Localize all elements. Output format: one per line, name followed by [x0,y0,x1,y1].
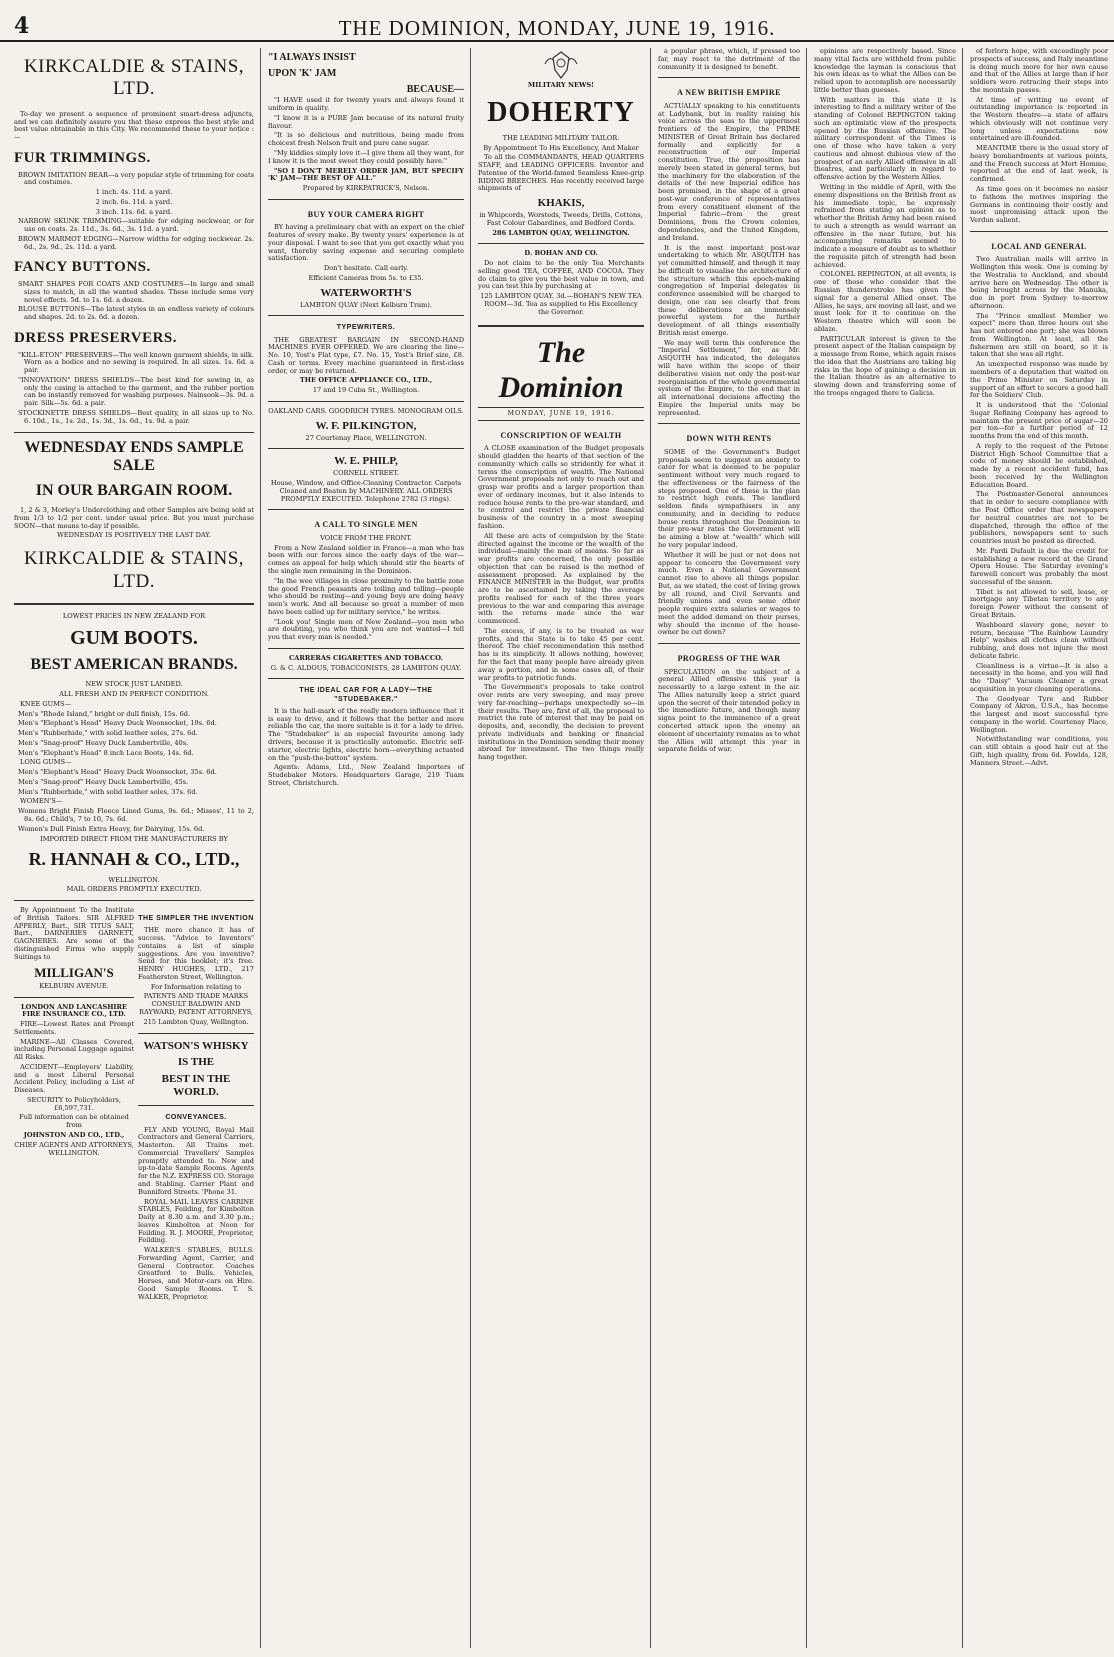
news-item: An unexpected response was made by members of a deputation that waited on the Prime Minister on Saturday in support of an effort to secure a good hall for the Soldiers' Club. [970,360,1108,400]
jam-testimonial: "I know it is a PURE Jam because of its natural fruity flavour. [268,113,464,130]
jam-tagline: "SO I DON'T MERELY ORDER JAM, BUT SPECIFY 'K' JAM—THE BEST OF ALL." [268,166,464,183]
aldous-tobacconists: G. & C. ALDOUS, TOBACCONISTS, 28 LAMBTON QUAY. [270,663,462,672]
doherty-subtitle: THE LEADING MILITARY TAILOR. [502,133,620,142]
editorial-date: MONDAY, JUNE 19, 1916. [478,407,644,421]
voice-from-front: VOICE FROM THE FRONT. [320,533,412,542]
news-item: The Postmaster-General announces that in order to secure compliance with the Post Office order that newspapers for neutral countries are not to be dispatched, through the office of the publishers, newspapers sent to such countries must be posted as directed. [970,490,1108,546]
list-item: Men's "Snag-proof" Heavy Duck Lambertville, 45s. [18,777,189,786]
typewriters-heading: TYPEWRITERS. [336,324,396,332]
waterworth-brand: WATERWORTH'S [320,286,412,299]
list-item: KNEE GUMS— [20,699,72,708]
pilkington-name: W. F. PILKINGTON, [315,419,417,432]
list-item: Men's "Rubberhide," with solid leather soles, 27s. 6d. [18,729,198,738]
column-rule [260,48,261,1648]
fancy-buttons-heading: FANCY BUTTONS. [14,259,151,276]
list-item: BROWN IMITATION BEAR—a very popular style of trimming for coats and costumes. [18,170,254,187]
office-appliance-address: 17 and 19 Cuba St., Wellington. [312,386,420,395]
news-item: Tibet is not allowed to sell, lease, or mortgage any Tibetan territory to any foreign Power without the consent of Great Britain. [970,587,1108,619]
news-item: Two Australian mails will arrive in Wellington this week. One is coming by the Westralia to Auckland, and should arrive here on Wednesday. The other is being brought across by the Manuka, due in port from Sydney to-morrow afternoon. [970,255,1108,310]
list-item: CHIEF AGENTS AND ATTORNEYS, WELLINGTON. [14,1140,134,1157]
list-item: SMART SHAPES FOR COATS AND COSTUMES—In large and small sizes to match, in all the wanted shades. These include some very novel effects. 5d. to 1s. 6d. a dozen. [18,280,254,304]
article-paragraph: We may well term this conference the "Imperial Settlement," for, as Mr. ASQUITH has indicated, the delegates will have within the scope of their deliberative vision not only the post-war reorganisation of the whole governmental system of the Empire, to the end that in all international decisions affecting the Empire the Imperial units may be represented. [658,338,800,417]
progress-of-war-heading: PROGRESS OF THE WAR [677,654,781,664]
jam-headline-3: BECAUSE— [406,83,464,95]
news-item: The Goodyear Tyre and Rubber Company of Akron, U.S.A., has become the largest and most successful tyre company in the world. Courtenay Place, Wellington. [970,694,1108,734]
list-item: 1 inch. 4s. 11d. a yard. [95,188,173,197]
carreras-brand: CARRERAS CIGARETTES AND TOBACCO. [289,653,443,662]
crest-icon [539,50,583,80]
list-item: Full information can be obtained from [19,1113,129,1130]
list-item: Men's "Elephant's Head" 8 inch Lace Boots, 14s. 6d. [18,748,194,757]
philp-address: CORNELL STREET. [333,469,399,478]
ideal-car-agents: Agents: Adams, Ltd., New Zealand Importers of Studebaker Motors. Headquarters Garage, 219 Tuam Street, Christchurch. [268,763,464,787]
patents-text: PATENTS AND TRADE MARKS CONSULT BALDWIN AND RAYWARD, PATENT ATTORNEYS, [139,992,253,1016]
list-item: "INNOVATION" DRESS SHIELDS—The best kind for sewing in, as only the casing is attached to the garment, and the rubber portion can be instantly removed for washing purposes. Nainsook—3s. 9d. a pair. Silk—5s. 6d. a pair. [18,375,254,408]
list-item: WOMEN'S— [20,797,63,806]
oakland-cars: OAKLAND CARS. GOODRICH TYRES. MONOGRAM OILS. [268,406,464,415]
doherty-address: 286 LAMBTON QUAY, WELLINGTON. [492,228,630,237]
pilkington-address: 27 Courtenay Place, WELLINGTON. [305,433,427,442]
camera-call-early: Don't hesitate. Call early. [323,264,409,273]
conscription-heading: CONSCRIPTION OF WEALTH [500,430,622,440]
article-paragraph: "In the wee villages in close proximity to the battle zone the good French peasants are toiling and tolling—people who should be resting—and young boys are doing heavy men's work. And all because so great a number of men have been called up for military service," he writes. [268,576,464,616]
bohan-address: 125 LAMBTON QUAY. 3d.—BOHAN'S NEW TEA ROOM—3d. Tea as supplied to His Excellency the Governor. [480,292,642,316]
hannah-mail-orders: MAIL ORDERS PROMPTLY EXECUTED. [66,885,202,894]
news-item: Notwithstanding war conditions, you can still obtain a good hair cut at the Gift, high quality, from 6d. Fowlds, 128, Manners Street.—Advt. [970,735,1108,767]
bargain-room-heading: IN OUR BARGAIN ROOM. [35,482,233,500]
simpler-invention-heading: THE SIMPLER THE INVENTION [138,915,254,923]
column-rule [470,48,471,1648]
list-item: 2 inch. 6s. 11d. a yard. [95,197,173,206]
sale-last-day: WEDNESDAY IS POSITIVELY THE LAST DAY. [57,531,211,540]
gum-boots-list [14,701,254,834]
conveyances-heading: CONVEYANCES. [165,1114,227,1122]
article-paragraph: COLONEL REPINGTON, at all events, is one of those who consider that the Russian thunderstroke has given the signal for a general Allied onset. The Allies, he says, are moving all last, and we must look for it to continue on the Western theatre which will soon be ablaze. [814,270,956,333]
article-paragraph: "Look you! Single men of New Zealand—you men who are doubting, you who think you are not wanted—I tell you that every man is needed." [268,617,464,642]
list-item: FIRE—Lowest Rates and Prompt Settlements. [14,1020,134,1036]
hannah-city: WELLINGTON. [108,875,160,884]
article-paragraph: With matters in this state it is interesting to find a military writer of the standing of Colonel REPINGTON taking such an optimistic view of the prospects opened by the Russian offensive. The military correspondent of the Times is one of those who have taken a very cautious and almost dubious view of the prospect of an early Allied offensive in all theatres, and particularly in regard to offensive action by the Western Allies. [814,95,956,182]
article-paragraph: Writing in the middle of April, with the enemy dispositions on the British front as his immediate topic, he expressly refrained from stating an opinion as to whether the British Army had been raised to such a strength as would warrant an offensive in the near future, but his accompanying remarks seemed to indicate a measure of doubt as to whether the requisite pitch of strength had been achieved. [814,183,956,269]
article-paragraph: ACTUALLY speaking to his constituents at Ladybank, but in reality raising his voice across the seas to the uppermost frontiers of the Empire, the PRIME MINISTER of Great Britain has declared formally and explicitly for a reconstruction of our Imperial constitution. True, the proposition has merely been stated in general terms, but the machinery for the elaboration of the details of the new Imperial edifice has been promised, in the shape of a great post-war conference of representatives from every constituent element of the Imperial fabric—from the great Dominions, from the Crown colonies, dependencies, and the United Kingdom, and Ireland. [658,101,800,242]
article-paragraph: The Government's proposals to take control over rents are very sweeping, and may prove very far-reaching—perhaps unexpectedly so—in their results. They are, first of all, the proposal to restrict the rate of interest that may be paid on deposits, and, secondly, the decision to prevent private individuals and banking or financial institutions in the Dominion sending their money abroad for investment. The two things really hang together. [478,683,644,762]
gum-lowest-prices: LOWEST PRICES IN NEW ZEALAND FOR [62,612,206,621]
jam-headline-2: UPON 'K' JAM [268,67,337,79]
milligan-address: KELBURN AVENUE. [39,981,109,990]
news-item: Mr. Pardi Dufault is due the credit for establishing a new record at the Grand Opera House. The Saturday evening's farewell concert was probably the most successful of the season. [970,546,1108,586]
office-appliance-brand: THE OFFICE APPLIANCE CO., LTD., [299,376,433,385]
column-editorial [472,48,650,1648]
list-item: Men's "Snag-proof" Heavy Duck Lambertville, 40s. [18,738,189,747]
list-item: Women's Dull Finish Extra Heavy, for Dairying, 15s. 6d. [18,824,205,833]
list-item: MARINE—All Classes Covered, including Personal Luggage against All Risks. [14,1037,134,1062]
article-paragraph: The excess, if any, is to be treated as war profits, and the State is to take 45 per cent. thereof. The chief recommendation this method has is its simplicity. It allows nothing, however, for the fact that many people have already given away a portion, and in some cases all, of their war profits to patriotic funds. [478,626,644,682]
american-brands-heading: BEST AMERICAN BRANDS. [30,656,238,674]
article-paragraph: All these are acts of compulsion by the State directed against the income or the wealth of the individual—mainly the man of means. So far as war profits are concerned, the only possible objection that can be raised is the method of assessment proposed. As explained by the FINANCE MINISTER in the Budget, war profits are to be ascertained by taking the average profits realised for each of the three years previous to the war and comparing this average with the returns made since the war commenced. [478,531,644,626]
milligan-appointment: By Appointment To the Institute of British Tailors. SIR ALFRED APPERLY, Bart., SIR TITUS SALT, Bart., DARNERIES GARNETT, GAGNIERES. Are some of the distinguished Firms who supply Suitings to [14,906,134,961]
dress-preservers-heading: DRESS PRESERVERS. [14,329,178,346]
philp-text: House, Window, and Office-Cleaning Contractor. Carpets Cleaned and Beaten by MACHINERY. ALL ORDERS PROMPTLY EXECUTED. Telephone 2782 (3 rings). [270,479,462,503]
kirkcaldie-intro: To-day we present a sequence of prominent smart-dress adjuncts, and we can definitely assure you that these express the best style and best value obtainable in this City. We recommend these to your notice :— [14,109,254,142]
list-item: Womens Bright Finish Fleece Lined Gums, 9s. 6d.; Misses', 11 to 2, 8s. 6d.; Child's, 7 to 10, 7s. 6d. [18,807,254,823]
bohan-brand: D. BOHAN AND CO. [524,249,598,258]
whisky-line-3: BEST IN THE WORLD. [161,1073,231,1099]
article-paragraph: SPECULATION on the subject of a general Allied offensive this year is necessarily to a large extent in the air. The Allies naturally keep a strict guard upon the secret of their intended policy in the immediate future, and though many signs point to the imminence of a great concerted attack upon the enemy an element of uncertainty remains as to what the Allies will attempt this year in separate fields of war. [658,667,800,754]
column-rule [962,48,963,1648]
news-item: Washboard slavery gone, never to return, because "The Rainbow Laundry Help" washes all clothes clean without rubbing, and does not injure the most delicate fabric. [970,620,1108,660]
list-item: BLOUSE BUTTONS—The latest styles in an endless variety of colours and shapes. 2d. to 2s. 6d. a dozen. [18,305,254,322]
list-item: WALKER'S STABLES, BULLS. Forwarding Agent, Carrier, and General Contractor. Coaches Greatford to Bulls. Vehicles, Horses, and Motor-cars on Hire. Good Sample Rooms. T. S. WALKER, Proprietor. [138,1246,254,1301]
list-item: Men's "Rubberhide," with solid leather soles, 37s. 6d. [18,787,198,796]
article-paragraph: From a New Zealand soldier in France—a man who has been with our forces since the early days of the war—comes an appeal for help which should stir the hearts of the single men remaining in the Dominion. [268,543,464,575]
kirkcaldie-brand-bottom: KIRKCALDIE & STAINS, LTD. [23,548,245,592]
column-rule [650,48,651,1648]
khakis-heading: KHAKIS, [537,197,585,210]
page-header [0,8,1114,42]
kirkcaldie-brand-top: KIRKCALDIE & STAINS, LTD. [23,56,245,100]
article-paragraph: MEANTIME there is the usual story of heavy bombardments at various points, and the French success at Mort Homme, reported at the end of last week, is confirmed. [970,144,1108,184]
hannah-brand: R. HANNAH & CO., LTD., [28,849,240,870]
article-paragraph: PARTICULAR interest is given to the present aspect of the Italian campaign by a message from Rome, which again raises the idea that the Austrians are taking big risks in the hope of gaining a decision in the Italian theatre as an alternative to slowing down and transferring some of the troops engaged there to Galicia. [814,334,956,397]
list-item: NARROW SKUNK TRIMMING—suitable for edging neckwear, or for use on coats. 2s. 11d., 3s. 6d., 3s. 11d. a yard. [18,217,254,234]
article-paragraph: a popular phrase, which, if pressed too far, may react to the detriment of the community it is designed to benefit. [658,48,800,71]
list-item: LONG GUMS— [20,758,72,767]
gum-fresh: ALL FRESH AND IN PERFECT CONDITION. [59,690,209,699]
article-paragraph: It is the most important post-war undertaking to which Mr. ASQUITH has yet committed himself, and though it may be difficult to visualise the architecture of the structure which this epoch-making congregation of Imperial delegates in conference assembled will be charged to design, one can see clearly that from these deliberations an immensely powerful system for the further development of all things essentially British must emerge. [658,243,800,337]
news-item: The "Prince smallest Member we expect" more than three hours out she has not entered one port; she was blown from Wellington. At least, all the fishermen are still on board, so it is taken that she was all right. [970,311,1108,359]
column-local-general [964,48,1114,1648]
article-paragraph: Whether it will be just or not does not appear to concern the Government very much. Even a National Government cannot rise to above all things popular. But, as we stated, the cost of living grows by all round, and Civil Servants and friendly unions and even some other people require extra salaries or wages to meet the added demand on their purses, why should the income of the house-owner be cut down? [658,550,800,637]
sale-text: 1, 2 & 3, Morley's Underclothing and other Samples are being sold at from 1/3 to 1/2 per cent. under usual price. But you must purchase SOON—that means to-day if possible. [14,506,254,530]
military-news-label: MILITARY NEWS! [527,81,595,89]
newspaper-title: THE DOMINION, MONDAY, JUNE 19, 1916. [338,16,776,40]
camera-text: BY having a preliminary chat with an expert on the chief features of every make. By twenty years' experience is at your disposal. I want to see that you get exactly what you want, thereby saving expense and securing complete satisfaction. [268,223,464,263]
fur-trimmings-heading: FUR TRIMMINGS. [14,149,151,166]
column-rule [806,48,807,1648]
doherty-text: To all the COMMANDANTS, HEAD QUARTERS STAFF, and LEADING OFFICERS. Inventor and Patentee of the World-famed Seamless Knee-grip RIDING BREECHES. Has recently received large shipments of [478,153,644,193]
ideal-car-heading: THE IDEAL CAR FOR A LADY—THE "STUDEBAKER." [299,687,433,703]
camera-heading: BUY YOUR CAMERA RIGHT [307,209,425,219]
typewriters-text: THE GREATEST BARGAIN IN SECOND-HAND MACHINES EVER OFFERED. We are clearing the line—No. 10, Yost's Flat type, £7. No. 15, Yost's Brief size, £8. Cash or terms. Every machine guaranteed in first-class order, or may be returned. [268,335,464,375]
call-to-single-men-heading: A CALL TO SINGLE MEN [314,520,418,530]
ideal-car-text: It is the hall-mark of the really modern influence that it is easy to drive, and it follows that the better and more reliable the car, the more suitable is it for a lady to drive. The "Studebaker" is an especial favourite among lady drivers, because it is practically automatic. Electric self-starter, electric lights, electric horn—everything actuated on the "push-the-button" system. [268,706,464,762]
jam-prepared-by: Prepared by KIRKPATRICK'S, Nelson. [302,184,430,193]
doherty-brand: DOHERTY [487,96,635,128]
article-paragraph: A CLOSE examination of the Budget proposals should gladden the hearts of that section of the community which calls so stridently for what it terms the conscription of wealth. The National Government proposals not only to reach out and grasp war profits and a larger proportion than ever of ordinary incomes, but it also intends to reduce house rents to the pre-war standard, and to control and restrict the private financial business of the country in a most sweeping fashion. [478,444,644,530]
news-item: A reply to the request of the Petone District High School Committee that a code of money should be established, made by a recent accident fund, has been received by the Wellington Education Board. [970,441,1108,489]
jam-headline-1: "I ALWAYS INSIST [268,52,356,63]
milligan-brand: MILLIGAN'S [34,965,114,981]
article-paragraph: At time of writing no event of outstanding importance is reported in the Western theatre—a state of affairs which obviously will not continue very long unless expectations now entertained are ill-founded. [970,95,1108,143]
list-item: JOHNSTON AND CO., LTD., [23,1131,125,1139]
column-ads-middle [262,48,470,1648]
list-item: ACCIDENT—Employers' Liability, and a most Liberal Personal Accident Policy, including a List of Diseases. [14,1062,134,1095]
patents-address: 215 Lambton Quay, Wellington. [143,1017,249,1026]
fur-trimmings-list [14,172,254,252]
list-item: 3 inch. 11s. 6d. a yard. [95,207,173,216]
jam-testimonial: "I HAVE used it for twenty years and always found it uniform in quality. [268,96,464,113]
list-item: "KILL-ETON" PRESERVERS—The well known garment shields, in silk. Worn as a bodice and no sewing is required. In all sizes. 1s. 6d. a pair. [18,350,254,375]
jam-testimonial: "My kiddies simply love it—I give them all they want, for I know it is the most sweet they could possibly have." [268,148,464,165]
lancs-insurance-title: LONDON AND LANCASHIRE FIRE INSURANCE CO., LTD. [20,1002,128,1019]
column-articles-a [652,48,806,1648]
news-item: Cleanliness is a virtue—It is also a necessity in the home, and you will find the "Daisy" Vacuum Cleaner a great acquisition in your cleaning operations. [970,661,1108,693]
new-british-empire-heading: A NEW BRITISH EMPIRE [677,88,781,98]
invention-text: THE more chance it has of success. "Advice to Inventors" contains a list of simple suggestions. Are you inventive? Send for this booklet; it's free. HENRY HUGHES, LTD., 217 Featherston Street, Wellington. [138,926,254,981]
sample-sale-heading: WEDNESDAY ENDS SAMPLE SALE [24,438,244,475]
list-item: ROYAL MAIL LEAVES CARRINE STABLES, Feilding, for Kimbolton Daily at 8.30 a.m. and 3.30 p.m.; leaves Kimbolton at Noon for Feilding. R. J. MOORE, Proprietor, Feilding. [138,1197,254,1245]
list-item: STOCKINETTE DRESS SHIELDS—Best quality, in all sizes up to No. 6. 10d., 1s., 1s. 2d., 1s. 3d., 1s. 6d., 1s. 9d. a pair. [18,409,254,425]
list-item: BROWN MARMOT EDGING—Narrow widths for edging neckwear. 2s. 6d., 2s. 9d., 2s. 11d. a yard. [18,234,254,251]
dominion-nameplate: The Dominion [498,335,624,404]
column-ads-left [8,48,260,1648]
khakis-text: in Whipcords, Worsteds, Tweeds, Drills, Cottons, Fast Colour Gabardines, and Bedford Cords. [479,211,643,227]
article-paragraph: of forlorn hope, with exceedingly poor prospects of success, and Italy meantime is doing much more for her own cause and that of the Allies at large than if her soldiers were retracing their steps into the mountain passes. [970,48,1108,94]
doherty-appointment: By Appointment To His Excellency, And Maker [483,143,639,152]
camera-prices: Efficient Cameras from 5s. to £35. [308,273,424,282]
philp-name: W. E. PHILP, [334,455,398,468]
list-item: Men's "Elephant's Head" Heavy Duck Woonsocket, 35s. 6d. [18,768,217,777]
news-item: It is understood that the 'Colonial Sugar Refining Company has agreed to maintain the present price of sugar—20 per ton—for a further period of 12 months from the end of this month. [970,401,1108,441]
article-paragraph: epinions are respectively based. Since many vital facts are withheld from public knowledge the layman is conscious that his own ideas as to what the Allies can be relied upon to accomplish are necessarily little better than guesses. [814,48,956,94]
local-and-general-heading: LOCAL AND GENERAL [991,241,1087,251]
invention-info: For Information relating to [150,982,242,991]
gum-boots-heading: GUM BOOTS. [70,626,198,649]
list-item: Men's "Rhode Island," bright or dull finish, 15s. 6d. [18,709,191,718]
article-paragraph: As time goes on it becomes no easier to fathom the motives inspiring the Germans in continuing their costly and most unpromising attack upon the Verdun salient. [970,185,1108,225]
page-number: 4 [14,13,30,39]
gum-new-stock: NEW STOCK JUST LANDED. [85,680,183,689]
article-paragraph: SOME of the Government's Budget proposals seem to suggest an anxiety to cater for what is deemed to be popular sentiment without very much regard to the effectiveness or the fairness of the steps proposed. One of these is the plan to restrict high rents. The landlord seldom finds sympathisers in any community, and in deciding to reduce house rents throughout the Dominion to their pre-war rates the Government will be aiming a blow at "wealth" which will be very popular indeed. [658,447,800,549]
list-item: SECURITY to Policyholders, £6,597,731. [27,1095,121,1112]
bohan-text: Do not claim to be the only Tea Merchants selling good TEA, COFFEE, AND COCOA. They do claim to give you the best value in town, and you can test this by purchasing at [478,259,644,291]
column-articles-b [808,48,962,1648]
down-with-rents-heading: DOWN WITH RENTS [686,434,772,444]
list-item: FLY AND YOUNG, Royal Mail Contractors and General Carriers, Masterton. All Trains met. Commercial Travellers' Samples promptly attended to. New and up-to-date Sample Rooms. Agents for the N.Z. EXPRESS CO. Storage and Stabling. Carrier Plant and Bunniford Streets. 'Phone 31. [138,1125,254,1196]
waterworth-address: LAMBTON QUAY (Next Kelburn Tram). [300,300,432,309]
list-item: Men's "Elephant's Head" Heavy Duck Woonsocket, 19s. 6d. [18,719,217,728]
whisky-line-1: WATSON'S WHISKY [143,1039,249,1052]
gum-imported: IMPORTED DIRECT FROM THE MANUFACTURERS BY [40,834,228,843]
whisky-line-2: IS THE [177,1056,215,1069]
jam-testimonial: "It is so delicious and nutritious, being made from choicest fresh Nelson fruit and pure cane sugar. [268,131,464,148]
